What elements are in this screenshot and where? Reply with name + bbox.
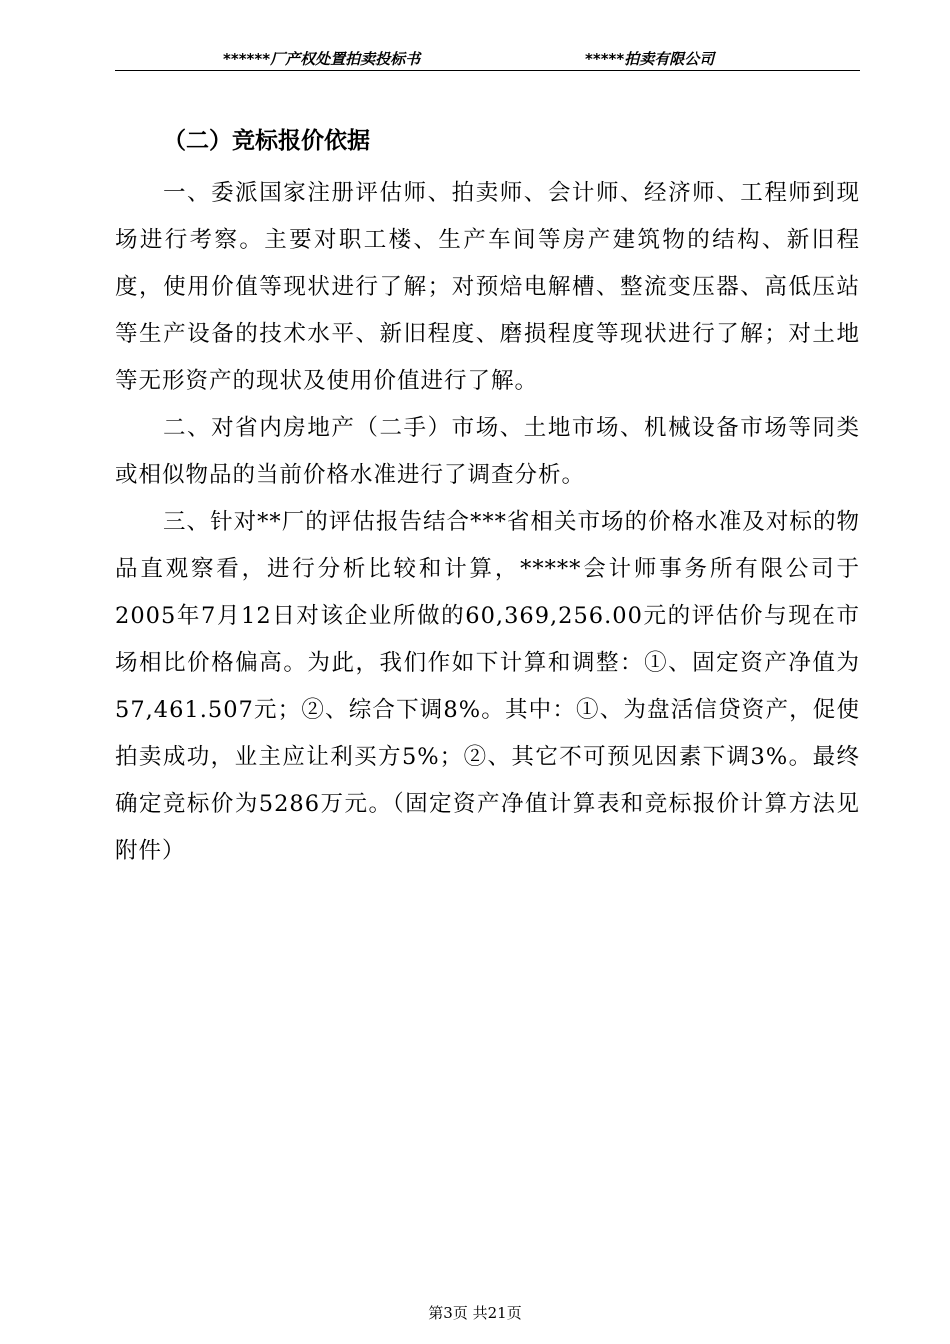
paragraph-2: 二、对省内房地产（二手）市场、土地市场、机械设备市场等同类或相似物品的当前价格水准进行了调查分析。	[115, 415, 860, 488]
section-heading: （二）竞标报价依据	[163, 128, 370, 154]
document-body	[115, 120, 860, 875]
page-number: 第3页 共21页	[428, 1304, 522, 1322]
company-name: *****拍卖有限公司	[585, 50, 715, 68]
paragraph-3: 三、针对**厂的评估报告结合***省相关市场的价格水准及对标的物品直观察看，进行分析比较和计算，*****会计师事务所有限公司于2005年7月12日对该企业所做的60,369,256.00元的评估价与现在市场相比价格偏高。为此，我们作如下计算和调整：①、固定资产净值为57,461.507元；②、综合下调8%。其中：①、为盘活信贷资产，促使拍卖成功，业主应让利买方5%；②、其它不可预见因素下调3%。最终确定竞标价为5286万元。（固定资产净值计算表和竞标报价计算方法见附件）	[115, 509, 860, 864]
paragraph-1: 一、委派国家注册评估师、拍卖师、会计师、经济师、工程师到现场进行考察。主要对职工楼、生产车间等房产建筑物的结构、新旧程度，使用价值等现状进行了解；对预焙电解槽、整流变压器、高低压站等生产设备的技术水平、新旧程度、磨损程度等现状进行了解；对土地等无形资产的现状及使用价值进行了解。	[115, 180, 860, 394]
document-title: ******厂产权处置拍卖投标书	[223, 50, 421, 68]
page-header	[115, 42, 860, 71]
